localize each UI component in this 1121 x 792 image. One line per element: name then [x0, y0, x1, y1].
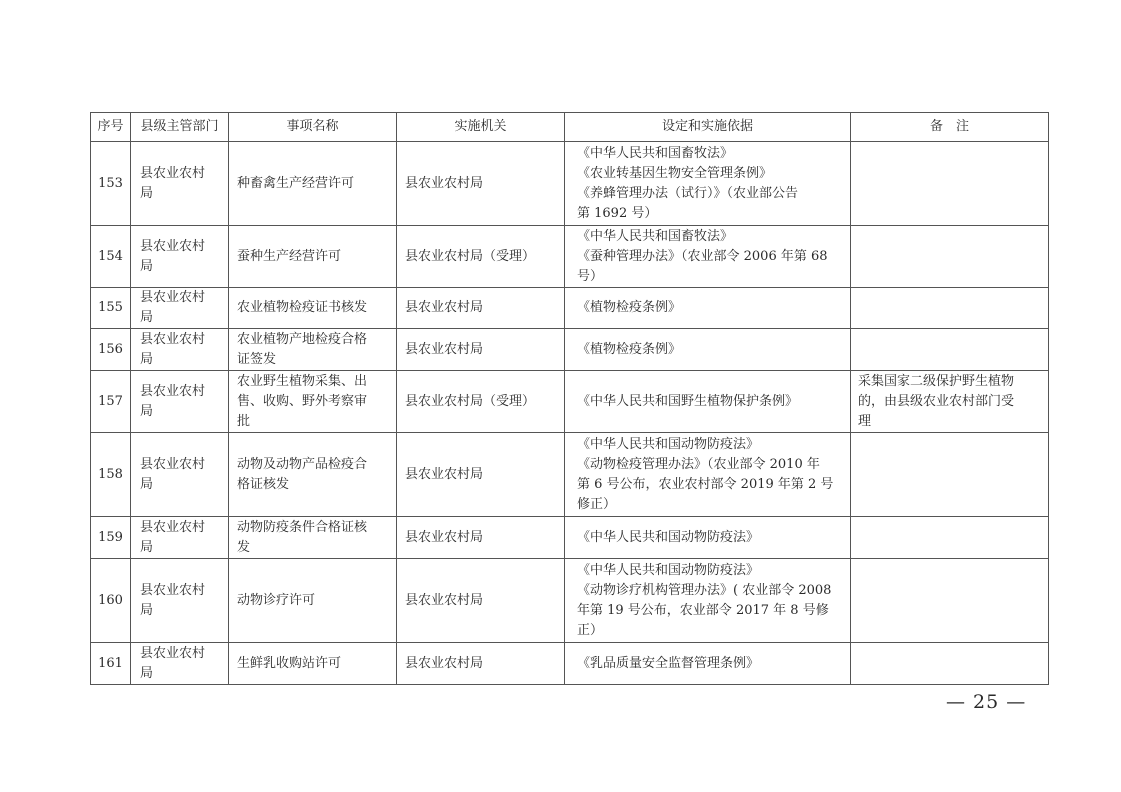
- cell-basis-line: 《中华人民共和国动物防疫法》: [577, 562, 760, 578]
- cell-dept-line: 县农业农村: [140, 290, 206, 305]
- cell-dept-line: 县农业农村: [140, 383, 206, 399]
- header-agency: 实施机关: [397, 113, 565, 142]
- cell-dept: [131, 329, 229, 371]
- cell-basis-line: 《乳品质量安全监督管理条例》: [577, 655, 760, 671]
- cell-item-line: 蚕种生产经营许可: [237, 248, 342, 264]
- cell-dept: [131, 226, 229, 288]
- cell-seq: 158: [91, 433, 131, 517]
- cell-basis-line: 《动物诊疗机构管理办法》( 农业部令 2008: [577, 582, 832, 598]
- cell-dept-line: 局: [140, 310, 154, 325]
- cell-item-line: 批: [237, 413, 251, 429]
- table-header-row: [91, 113, 1049, 142]
- cell-item: [229, 559, 397, 643]
- cell-item: [229, 329, 397, 371]
- cell-agency: 县农业农村局: [397, 142, 565, 226]
- cell-item-line: 证签发: [237, 351, 277, 367]
- cell-note: [851, 517, 1049, 559]
- cell-item: [229, 226, 397, 288]
- cell-basis-line: 《中华人民共和国畜牧法》: [577, 228, 734, 244]
- cell-dept: [131, 288, 229, 329]
- cell-item-line: 动物防疫条件合格证核: [237, 519, 368, 535]
- cell-basis-line: 《农业转基因生物安全管理条例》: [577, 165, 773, 181]
- table-row: [91, 643, 1049, 685]
- table-row: [91, 142, 1049, 226]
- header-seq: 序号: [91, 113, 131, 142]
- cell-agency: 县农业农村局: [397, 517, 565, 559]
- header-note: 备 注: [851, 113, 1049, 142]
- cell-dept-line: 局: [140, 185, 154, 201]
- cell-note: [851, 226, 1049, 288]
- cell-agency: 县农业农村局: [397, 288, 565, 329]
- cell-dept-line: 局: [140, 258, 154, 274]
- cell-agency: 县农业农村局: [397, 643, 565, 685]
- admin-license-table: [90, 112, 1049, 685]
- cell-basis-line: 《植物检疫条例》: [577, 341, 682, 357]
- cell-item-line: 动物及动物产品检疫合: [237, 456, 368, 472]
- cell-basis-line: 《养蜂管理办法（试行）》（农业部公告: [577, 185, 799, 201]
- cell-basis-line: 《中华人民共和国野生植物保护条例》: [577, 393, 799, 409]
- cell-item-line: 发: [237, 539, 251, 555]
- cell-agency: 县农业农村局: [397, 329, 565, 371]
- cell-basis: [565, 433, 851, 517]
- cell-basis-line: 《中华人民共和国动物防疫法》: [577, 529, 760, 545]
- cell-item-line: 动物诊疗许可: [237, 592, 316, 608]
- cell-basis: [565, 643, 851, 685]
- header-dept: 县级主管部门: [131, 113, 229, 142]
- table-row: [91, 329, 1049, 371]
- cell-dept-line: 县农业农村: [140, 456, 206, 472]
- cell-item-line: 生鲜乳收购站许可: [237, 655, 342, 671]
- cell-dept-line: 县农业农村: [140, 582, 206, 598]
- cell-item: [229, 643, 397, 685]
- cell-item-line: 农业野生植物采集、出: [237, 373, 368, 389]
- table-row: [91, 226, 1049, 288]
- cell-basis-line: 正）: [577, 622, 604, 638]
- cell-dept: [131, 559, 229, 643]
- cell-dept-line: 局: [140, 476, 154, 492]
- table-row: [91, 433, 1049, 517]
- cell-basis-line: 《中华人民共和国动物防疫法》: [577, 436, 760, 452]
- cell-item: [229, 433, 397, 517]
- cell-item-line: 格证核发: [237, 476, 290, 492]
- cell-basis-line: 修正）: [577, 496, 617, 512]
- header-item: 事项名称: [229, 113, 397, 142]
- cell-basis-line: 第 6 号公布，农业农村部令 2019 年第 2 号: [577, 476, 834, 492]
- cell-item: [229, 142, 397, 226]
- cell-seq: 156: [91, 329, 131, 371]
- cell-note-line: 采集国家二级保护野生植物: [858, 373, 1015, 389]
- cell-basis: [565, 559, 851, 643]
- cell-seq: 161: [91, 643, 131, 685]
- cell-note: [851, 329, 1049, 371]
- cell-seq: 155: [91, 288, 131, 329]
- cell-dept: [131, 371, 229, 433]
- cell-dept: [131, 142, 229, 226]
- cell-item: [229, 517, 397, 559]
- cell-basis: [565, 371, 851, 433]
- cell-item-line: 农业植物产地检疫合格: [237, 331, 368, 347]
- cell-note: [851, 142, 1049, 226]
- page-number: — 25 —: [946, 691, 1027, 713]
- cell-note: [851, 371, 1049, 433]
- cell-seq: 154: [91, 226, 131, 288]
- cell-item: [229, 371, 397, 433]
- cell-seq: 157: [91, 371, 131, 433]
- cell-dept: [131, 643, 229, 685]
- cell-item-line: 农业植物检疫证书核发: [237, 300, 368, 315]
- cell-basis-line: 《中华人民共和国畜牧法》: [577, 145, 734, 161]
- table-row: [91, 288, 1049, 329]
- cell-item: [229, 288, 397, 329]
- cell-basis-line: 第 1692 号）: [577, 205, 658, 221]
- cell-dept-line: 局: [140, 403, 154, 419]
- cell-agency: 县农业农村局: [397, 559, 565, 643]
- header-basis: 设定和实施依据: [565, 113, 851, 142]
- cell-note: [851, 288, 1049, 329]
- cell-basis: [565, 329, 851, 371]
- cell-note-line: 的，由县级农业农村部门受: [858, 393, 1015, 409]
- cell-agency: 县农业农村局: [397, 433, 565, 517]
- cell-dept-line: 县农业农村: [140, 238, 206, 254]
- table-row: [91, 559, 1049, 643]
- cell-dept-line: 县农业农村: [140, 331, 206, 347]
- cell-basis-line: 年第 19 号公布，农业部令 2017 年 8 号修: [577, 602, 829, 618]
- cell-basis: [565, 517, 851, 559]
- cell-note: [851, 433, 1049, 517]
- cell-dept: [131, 433, 229, 517]
- cell-basis-line: 《植物检疫条例》: [577, 300, 682, 315]
- cell-item-line: 售、收购、野外考察审: [237, 393, 368, 409]
- cell-basis: [565, 288, 851, 329]
- cell-note: [851, 559, 1049, 643]
- cell-basis-line: 号）: [577, 268, 604, 284]
- cell-basis: [565, 142, 851, 226]
- cell-basis: [565, 226, 851, 288]
- table-row: [91, 517, 1049, 559]
- cell-agency: 县农业农村局（受理）: [397, 371, 565, 433]
- cell-seq: 160: [91, 559, 131, 643]
- table-row: [91, 371, 1049, 433]
- cell-dept: [131, 517, 229, 559]
- cell-dept-line: 县农业农村: [140, 519, 206, 535]
- cell-seq: 159: [91, 517, 131, 559]
- cell-note: [851, 643, 1049, 685]
- cell-basis-line: 《蚕种管理办法》（农业部令 2006 年第 68: [577, 248, 828, 264]
- cell-seq: 153: [91, 142, 131, 226]
- cell-dept-line: 局: [140, 539, 154, 555]
- cell-dept-line: 局: [140, 665, 154, 681]
- cell-dept-line: 局: [140, 602, 154, 618]
- cell-dept-line: 县农业农村: [140, 645, 206, 661]
- cell-dept-line: 局: [140, 351, 154, 367]
- cell-dept-line: 县农业农村: [140, 165, 206, 181]
- table-body: [91, 142, 1049, 685]
- cell-item-line: 种畜禽生产经营许可: [237, 175, 355, 191]
- cell-note-line: 理: [858, 413, 872, 429]
- cell-basis-line: 《动物检疫管理办法》（农业部令 2010 年: [577, 456, 820, 472]
- cell-agency: 县农业农村局（受理）: [397, 226, 565, 288]
